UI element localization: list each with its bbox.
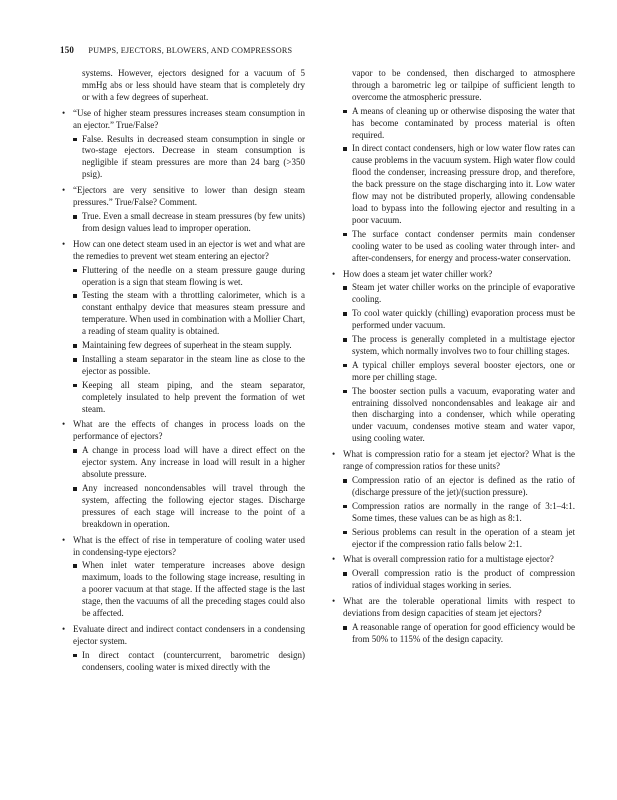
answer-item: The process is generally completed in a multistage ejector system, which normally involves two to four chilling stages. xyxy=(330,334,575,358)
answer-item: In direct contact condensers, high or low water flow rates can cause problems in the vacuum system. High water flow could flood the condenser, increasing pressure drop, and therefore, the back pressure on the stage discharging into it. Low water flow may not be distributed properly, allowing condensable load to bypass into the following ejector and resulting in a poor vacuum. xyxy=(330,143,575,226)
answer-item: False. Results in decreased steam consumption in single or two-stage ejectors. Decrease in steam consumption is negligible if steam pressures are more than 24 barg (>350 psig). xyxy=(60,134,305,182)
question-item: • Evaluate direct and indirect contact condensers in a condensing ejector system. xyxy=(60,624,305,648)
answer-item: When inlet water temperature increases above design maximum, loads to the following stage increase, resulting in a poorer vacuum at that stage. If the affected stage is the last stage, then the vacuums of all the preceding stages could also be affected. xyxy=(60,560,305,620)
answer-item: Any increased noncondensables will travel through the system, affecting the following ejector stages. Discharge pressures of each stage will increase to the point of a breakdown in operation. xyxy=(60,483,305,531)
running-title: PUMPS, EJECTORS, BLOWERS, AND COMPRESSORS xyxy=(88,46,293,55)
question-item: • What is compression ratio for a steam jet ejector? What is the range of compression ratios for these units? xyxy=(330,449,575,473)
question-item: • How does a steam jet water chiller work? xyxy=(330,269,575,281)
page-number: 150 xyxy=(60,45,75,55)
question-item: • “Ejectors are very sensitive to lower than design steam pressures.” True/False? Comment. xyxy=(60,185,305,209)
answer-item: The surface contact condenser permits main condenser cooling water to be used as cooling water through inter- and after-condensers, for energy and process-water conservation. xyxy=(330,229,575,265)
answer-item: Compression ratio of an ejector is defined as the ratio of (discharge pressure of the jet)/(suction pressure). xyxy=(330,475,575,499)
answer-item: Fluttering of the needle on a steam pressure gauge during operation is a sign that steam flowing is wet. xyxy=(60,265,305,289)
left-column xyxy=(60,68,305,674)
answer-item: The booster section pulls a vacuum, evaporating water and entraining dissolved noncondensables and leakage air and then discharging into a condenser, which while operating under vacuum, condenses motive steam and water vapor, using cooling water. xyxy=(330,386,575,446)
answer-item: Serious problems can result in the operation of a steam jet ejector if the compression ratio falls below 2:1. xyxy=(330,527,575,551)
question-item: • What are the effects of changes in process loads on the performance of ejectors? xyxy=(60,419,305,443)
answer-item: A means of cleaning up or otherwise disposing the water that has become contaminated by process material is often required. xyxy=(330,106,575,142)
answer-item: Installing a steam separator in the steam line as close to the ejector as possible. xyxy=(60,354,305,378)
answer-item: A change in process load will have a direct effect on the ejector system. Any increase in load will result in a higher absolute pressure. xyxy=(60,445,305,481)
answer-item: Maintaining few degrees of superheat in the steam supply. xyxy=(60,340,305,352)
right-column xyxy=(330,68,575,646)
question-item: • What are the tolerable operational limits with respect to deviations from design capacities of steam jet ejectors? xyxy=(330,596,575,620)
answer-item: A typical chiller employs several booster ejectors, one or more per chilling stage. xyxy=(330,360,575,384)
running-header xyxy=(60,45,557,55)
answer-item: Testing the steam with a throttling calorimeter, which is a constant enthalpy device that measures steam pressure and temperature. When used in combination with a Mollier Chart, a reading of steam quality is obtained. xyxy=(60,290,305,338)
question-item: • How can one detect steam used in an ejector is wet and what are the remedies to prevent wet steam entering an ejector? xyxy=(60,239,305,263)
paragraph: vapor to be condensed, then discharged to atmosphere through a barometric leg or tailpipe of sufficient length to overcome the atmospheric pressure. xyxy=(352,68,575,102)
answer-item: True. Even a small decrease in steam pressures (by few units) from design values lead to improper operation. xyxy=(60,211,305,235)
answer-item: To cool water quickly (chilling) evaporation process must be performed under vacuum. xyxy=(330,308,575,332)
question-item: • What is overall compression ratio for a multistage ejector? xyxy=(330,554,575,566)
paragraph: systems. However, ejectors designed for a vacuum of 5 mmHg abs or less should have steam that is completely dry or with a few degrees of superheat. xyxy=(82,68,305,102)
answer-item: Overall compression ratio is the product of compression ratios of individual stages working in series. xyxy=(330,568,575,592)
question-item: • “Use of higher steam pressures increases steam consumption in an ejector.” True/False? xyxy=(60,108,305,132)
answer-item: Steam jet water chiller works on the principle of evaporative cooling. xyxy=(330,282,575,306)
question-item: • What is the effect of rise in temperature of cooling water used in condensing-type ejectors? xyxy=(60,535,305,559)
answer-item: A reasonable range of operation for good efficiency would be from 50% to 115% of the design capacity. xyxy=(330,622,575,646)
answer-item: In direct contact (countercurrent, barometric design) condensers, cooling water is mixed directly with the xyxy=(60,650,305,674)
answer-item: Compression ratios are normally in the range of 3:1–4:1. Some times, these values can be as high as 8:1. xyxy=(330,501,575,525)
answer-item: Keeping all steam piping, and the steam separator, completely insulated to help prevent the formation of wet steam. xyxy=(60,380,305,416)
